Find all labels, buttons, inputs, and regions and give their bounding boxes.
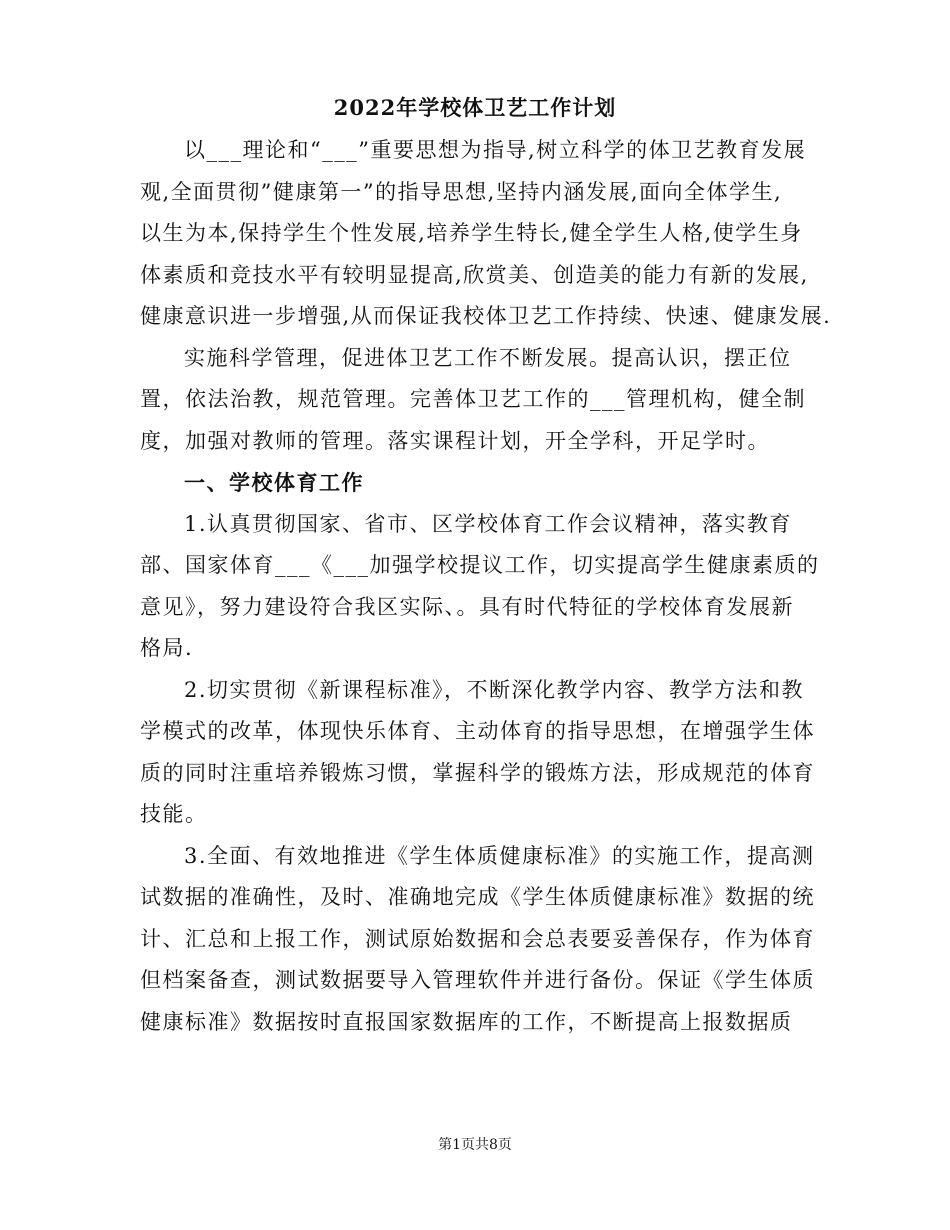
text-line: 体素质和竞技水平有较明显提高,欣赏美、创造美的能力有新的发展, (140, 262, 809, 287)
text-line: 技能。 (140, 802, 208, 826)
text-line: 意见》，努力建设符合我区实际、。具有时代特征的学校体育发展新 (140, 594, 794, 619)
text-line: 部、国家体育___《___加强学校提议工作，切实提高学生健康素质的 (140, 553, 820, 577)
text-line: 健康标准》数据按时直报国家数据库的工作，不断提高上报数据质 (140, 1009, 793, 1034)
text-line: 度，加强对教师的管理。落实课程计划，开全学科，开足学时。 (140, 428, 770, 453)
text-line: 试数据的准确性，及时、准确地完成《学生体质健康标准》数据的统 (140, 885, 815, 909)
text-line: 质的同时注重培养锻炼习惯，掌握科学的锻炼方法，形成规范的体育 (140, 760, 815, 785)
paragraph-item-2 (140, 670, 815, 836)
text-line: 格局. (140, 636, 194, 660)
text-line: 1.认真贯彻国家、省市、区学校体育工作会议精神，落实教育 (184, 511, 793, 536)
section-heading (140, 462, 812, 504)
text-line: 健康意识进一步增强,从而保证我校体卫艺工作持续、快速、健康发展. (140, 304, 832, 328)
text-line: 实施科学管理，促进体卫艺工作不断发展。提高认识，摆正位 (184, 345, 792, 370)
text-line: 但档案备查，测试数据要导入管理软件并进行备份。保证《学生体质 (140, 968, 815, 992)
text-line: 计、汇总和上报工作，测试原始数据和会总表要妥善保存，作为体育 (140, 926, 815, 951)
text-line: 学模式的改革，体现快乐体育、主动体育的指导思想，在增强学生体 (140, 719, 815, 743)
page-number-footer: 第1页共8页 (438, 1137, 512, 1153)
paragraph-intro (140, 130, 832, 338)
paragraph-management (140, 338, 812, 463)
section-heading-text: 一、学校体育工作 (184, 470, 364, 495)
text-line: 置，依法治教，规范管理。完善体卫艺工作的___管理机构，健全制 (140, 387, 806, 411)
text-line: 2.切实贯彻《新课程标准》，不断深化教学内容、教学方法和教 (184, 677, 805, 702)
text-line: 以___理论和“___”重要思想为指导,树立科学的体卫艺教育发展 (184, 138, 807, 162)
paragraph-item-3 (140, 836, 815, 1044)
document-title: 2022年学校体卫艺工作计划 (333, 95, 617, 120)
text-line: 3.全面、有效地推进《学生体质健康标准》的实施工作，提高测 (184, 843, 815, 868)
text-line: 观,全面贯彻”健康第一”的指导思想,坚持内涵发展,面向全体学生, (140, 179, 783, 204)
text-line: 以生为本,保持学生个性发展,培养学生特长,健全学生人格,使学生身 (140, 221, 803, 245)
document-body (140, 130, 832, 1043)
paragraph-item-1 (140, 504, 820, 670)
